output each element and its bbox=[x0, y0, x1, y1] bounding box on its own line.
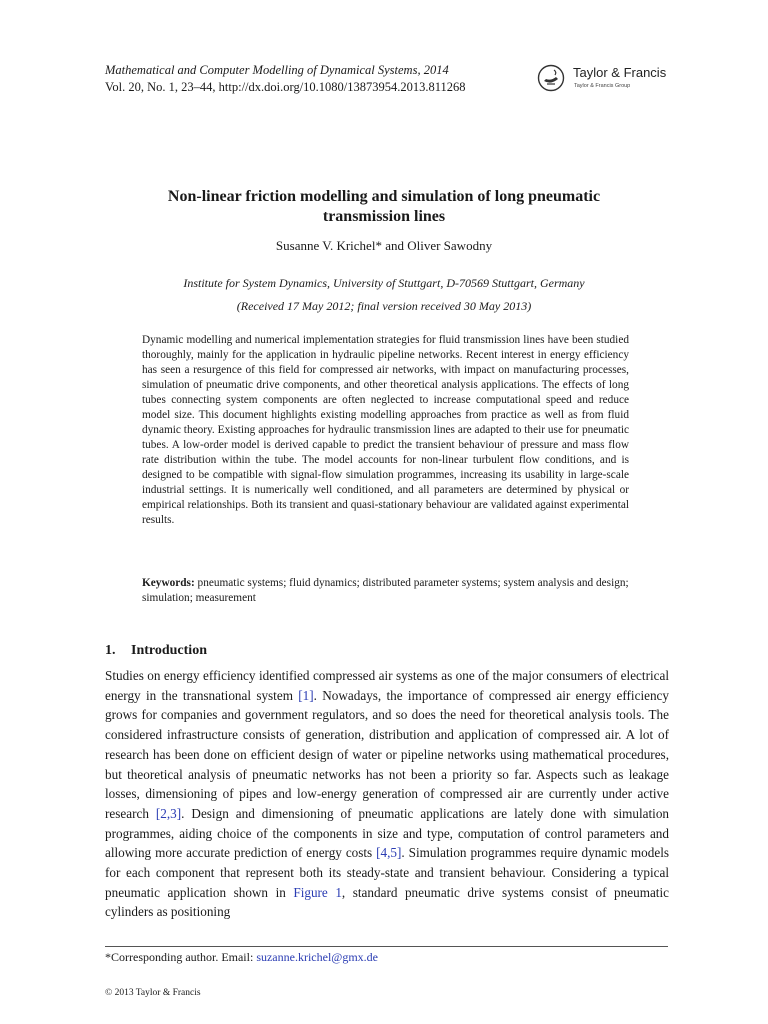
keywords-list: pneumatic systems; fluid dynamics; distributed parameter systems; system analysis and design; simulation; measurement bbox=[142, 577, 629, 604]
paper-title bbox=[100, 187, 668, 227]
publisher-group: Taylor & Francis Group bbox=[574, 83, 631, 89]
journal-header bbox=[105, 62, 545, 96]
intro-text-1: Studies on energy efficiency identified compressed air systems as one of the major consumers of electrical energy in the transnational system bbox=[105, 668, 669, 703]
citation-link-1[interactable]: [1] bbox=[298, 687, 314, 703]
affiliation: Institute for System Dynamics, University of Stuttgart, D-70569 Stuttgart, Germany bbox=[183, 276, 585, 290]
keywords-label: Keywords: bbox=[142, 577, 195, 589]
intro-text-3: . Design and dimensioning of pneumatic applications are lately done with simulation programmes, aiding choice of the components in size and type, computation of control parameters and allowing more accurate prediction of energy costs bbox=[105, 805, 670, 861]
title-line-2: transmission lines bbox=[322, 208, 446, 225]
intro-text-4: . Simulation programmes require dynamic models for each component that represent both its steady-state and transient behaviour. Considering a typical pneumatic application shown in bbox=[105, 845, 669, 900]
section-number: 1. bbox=[105, 643, 116, 658]
footnote-divider bbox=[105, 946, 668, 947]
abstract: Dynamic modelling and numerical implementation strategies for fluid transmission lines have been studied thoroughly, mainly for the application in hydraulic pipeline networks. Recent interest in energy efficiency has seen a resurgence of this field for compressed air networks, with impact on manufacturing processes, simulation of pneumatic drive components, and other theoretical analysis applications. The effects of long tubes connecting system components are often neglected to increase computational speed and reduce model size. This document highlights existing modelling approaches from practice as well as from fluid dynamic theory. Existing approaches for hydraulic transmission lines are adapted to their use for pneumatic tubes. A low-order model is derived capable to predict the transient behaviour of pressure and mass flow rate distribution within the tube. The model accounts for non-linear turbulent flow conditions, and is designed to be compatible with signal-flow simulation programmes, increasing its usability in large-scale industrial settings. It is numerically well conditioned, and all parameters are determined by physical or empirical relationships. Both its transient and quasi-stationary behaviour are validated against experimental results. bbox=[142, 334, 629, 526]
title-line-1: Non-linear friction modelling and simulation of long pneumatic bbox=[167, 188, 601, 205]
email-link[interactable]: suzanne.krichel@gmx.de bbox=[256, 950, 378, 964]
publisher-logo bbox=[537, 64, 677, 96]
keywords bbox=[142, 576, 629, 606]
section-heading bbox=[105, 643, 207, 659]
figure-1-link[interactable]: Figure 1 bbox=[293, 884, 342, 900]
footnote-label: *Corresponding author. Email: bbox=[105, 950, 257, 964]
taylor-francis-lamp-icon bbox=[537, 64, 565, 92]
citation-link-2-3[interactable]: [2,3] bbox=[155, 805, 182, 821]
received-dates: (Received 17 May 2012; final version received 30 May 2013) bbox=[236, 299, 532, 313]
introduction-paragraph bbox=[105, 666, 669, 922]
intro-text-5: , standard pneumatic drive systems consist of pneumatic cylinders as positioning bbox=[105, 884, 669, 920]
footnote bbox=[105, 950, 378, 965]
volume-doi[interactable]: Vol. 20, No. 1, 23–44, http://dx.doi.org/10.1080/13873954.2013.811268 bbox=[105, 80, 466, 94]
section-title: Introduction bbox=[131, 643, 207, 658]
journal-name: Mathematical and Computer Modelling of Dynamical Systems, 2014 bbox=[105, 63, 449, 77]
intro-text-2: . Nowadays, the importance of compressed air energy efficiency grows for companies and government regulators, and so does the need for theoretical analysis tools. The considered infrastructure consists of generation, distribution and application of compressed air. A lot of research has been done on efficient design of water or pipeline networks using mathematical procedures, but theoretical analysis of pneumatic networks has not been a priority so far. Aspects such as leakage losses, dimensioning of pipes and low-energy generation of compressed air are currently under active research bbox=[105, 687, 670, 821]
citation-link-4-5[interactable]: [4,5] bbox=[376, 845, 402, 861]
copyright: © 2013 Taylor & Francis bbox=[105, 988, 201, 998]
publisher-name: Taylor & Francis bbox=[573, 65, 667, 80]
authors: Susanne V. Krichel* and Oliver Sawodny bbox=[275, 238, 493, 253]
